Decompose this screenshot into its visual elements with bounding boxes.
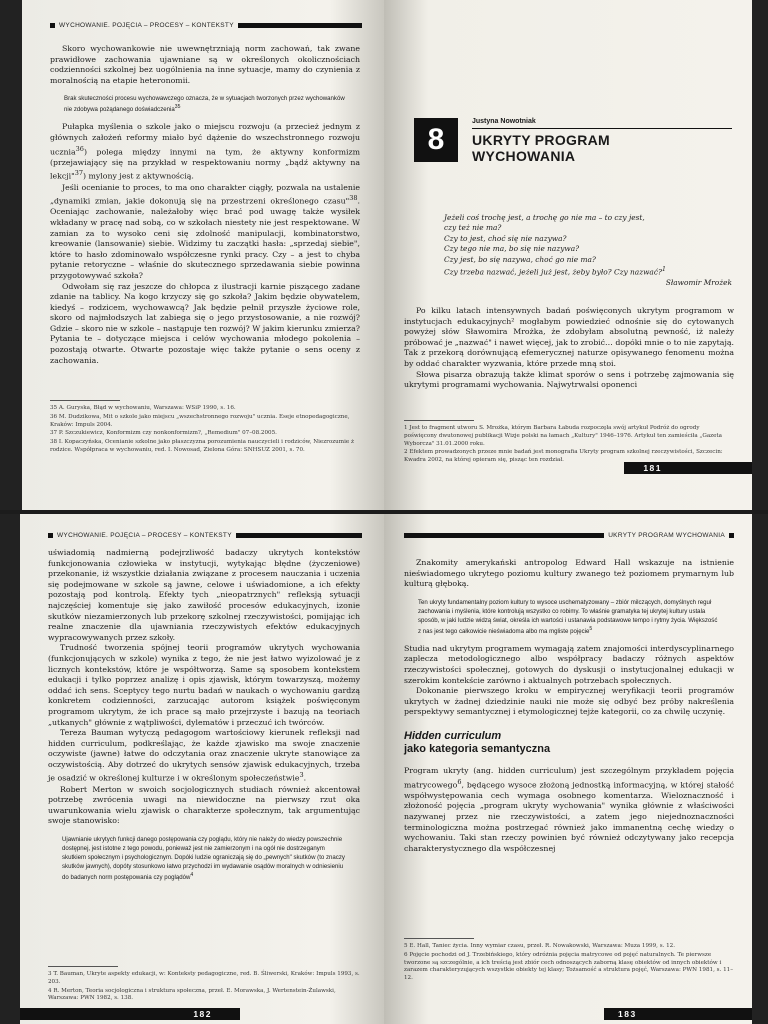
paragraph: Dokonanie pierwszego kroku w empirycznej weryfikacji teorii programów ukrytych w żadnej dziedzinie nauki nie może się odbyć bez próby nakreślenia perspektywy semantycznej i etymologicznej tejże kategorii, co za chwilę uczynię. xyxy=(404,686,734,717)
body-text xyxy=(50,44,360,366)
running-head-text: WYCHOWANIE. POJĘCIA – PROCESY – KONTEKSTY xyxy=(59,22,234,29)
running-head-text: UKRYTY PROGRAM WYCHOWANIA xyxy=(608,532,725,539)
footnote: 6 Pojęcie pochodzi od J. Trzebińskiego, który odróżnia pojęcia matrycowe od pojęć naturalnych. Te pierwsze tworzone są szczególnie, a ich treścią jest zbiór cech odnoszących zaborną klasę obiektów od innych obiektów i zarazem charakteryzujących wszystkie obiekty tej klasy; Tożsamość a struktura pojęć, Warszawa: PWN 1981, s. 11–12. xyxy=(404,951,733,982)
footnote-rule xyxy=(50,400,120,401)
chapter-number: 8 xyxy=(414,118,458,162)
footnote: 38 I. Kopaczyńska, Ocenianie szkolne jako płaszczyzna porozumienia nauczycieli i rodziców, Niezrozumie ż rodzice. Współpraca w wychowaniu, red. I. Nowosad, Zielona Góra: SNHSUZ 2001, s. 70. xyxy=(50,439,354,453)
author-rule xyxy=(472,128,732,129)
motto-line: Czy tego nie ma, bo się nie nazywa? xyxy=(444,244,580,254)
section-heading: Hidden curriculum jako kategoria semantyczna xyxy=(404,729,551,755)
paragraph: Jeśli ocenianie to proces, to ma ono charakter ciągły, pozwala na ustalenie „dynamiki zmian, jakie dokonują się na przestrzeni określonego czasu"$^{38}$. Oceniając zachowanie, należałoby więc brać pod uwagę także wysiłek wkładany w pracę nad sobą, co w szkołach niestety nie jest respektowane. W zamian za to wysoko ceni się zdolność manipulacji, kombinatorstwo, kreowanie (lansowanie) siebie. Widzimy tu zaczątki hasła: „sprzedaj siebie", które to hasło zdominowało współczesne rynki pracy. Czy – a jest to chyba pytanie retoryczne – właśnie do skutecznego sprzedawania siebie powinna przygotowywać szkoła? xyxy=(50,182,360,280)
paragraph: Po kilku latach intensywnych badań poświęconych ukrytym programom w instytucjach edukacyjnych² mogłabym powiedzieć odnośnie się do cytowanych powyżej słów Sławomira Mrożka, że zdobyłam absolutną pewność, iż należy próbować je „nazwać" i nawet więcej, jak to zrobić… dopóki mnie o to nie zapytają. Tak z przekorą dorównującą efemerycznej naturze opisywanego fenomenu można by oddać charakter wyzwania, które przede mną stoi. xyxy=(404,306,734,368)
footnote-rule xyxy=(48,966,118,967)
motto-line: Czy trzeba nazwać, jeżeli już jest, żeby było? Czy nazwać?$^1$ xyxy=(444,266,666,277)
motto-signature: Sławomir Mrożek xyxy=(665,277,732,287)
running-head xyxy=(48,532,362,539)
body-text xyxy=(404,558,734,854)
paragraph: uświadomią nadmierną podejrzliwość badaczy ukrytych kontekstów funkcjonowania człowieka w instytucji, wytykając błędne (życzeniowe) przekonanie, iż wszystkie działania związane z procesem nauczania i uczenia się podejmowane w szkole są jawne, celowe i uświadomione, a ich efekty pozostają pod kontrolą. Efekty tych „nieopatrznych" refleksją sytuacji najczęściej komentuje się jako zawiłość procesów edukacyjnych, izonie skutków niezamierzonych lub przekorę szkolnej rzeczywistości, pomijając ich realne znaczenie dla ujawniania rzeczywistych efektów edukacyjnych wypracowywanych przez szkoły. xyxy=(48,548,360,642)
paragraph: Robert Merton w swoich socjologicznych studiach również akcentował potrzebę zwrócenia uwagi na niewidoczne na pierwszy rzut oka uwarunkowania wielu zjawisk o charakterze społecznym, tak argumentując swoje stanowisko: xyxy=(48,784,360,826)
running-head-text: WYCHOWANIE. POJĘCIA – PROCESY – KONTEKSTY xyxy=(57,532,232,539)
page-number: 181 xyxy=(624,462,752,474)
paragraph: Skoro wychowankowie nie uwewnętrzniają norm zachowań, tak zwane prawidłowe zachowania ujawniane są w określonych okolicznościach codzienności szkolnej bez uogólnienia na inne sytuacje, mamy do czynienia z moralnością na etapie heteronomii. xyxy=(50,44,360,85)
footnote: 36 M. Dudzikowa, Mit o szkole jako miejscu „wszechstronnego rozwoju" ucznia. Eseje etnopedagogiczne, Kraków: Impuls 2004. xyxy=(50,413,350,428)
running-head-square-icon xyxy=(50,23,55,28)
footnotes xyxy=(404,938,734,984)
motto-line: Czy jest, bo się nazywa, choć go nie ma? xyxy=(444,254,596,264)
running-head xyxy=(50,22,362,29)
paragraph: Trudność tworzenia spójnej teorii programów ukrytych wychowania (funkcjonujących w szkole) wynika z tego, że nie jest łatwo wyizolować je z licznych kontekstów, które je współtworzą. Same są sposobem kontekstem edukacji i tylko poprzez analizę i opis zjawisk, którym towarzyszą, możemy oddać ich sens. Sceptycy tego nurtu badań w naukach o wychowaniu gardzą konkretem codzienności, zarzucając autorom książek poświęconym programom ukrytym, że ich prace są mało przejrzyste i bazują na teoriach „utkanych" głównie z wątpliwości, dylematów i przeczuć ich twórców. xyxy=(48,643,360,727)
chapter-author: Justyna Nowotniak xyxy=(472,118,536,125)
footnote: 1 Jest to fragment utworu S. Mrożka, którym Barbara Łabuda rozpoczęła swój artykuł Podróż do ogrody poświęcony dwutonowej publikacji Wizje polski na łamach „Kultury" 1946–1976. Artykuł ten zamieściła „Gazeta Wyborcza" 31.01.2000 roku. xyxy=(404,425,723,447)
motto xyxy=(444,213,732,288)
footnote: 4 R. Merton, Teoria socjologiczna i struktura społeczna, przeł. E. Morawska, J. Wertenstein-Żulawski, Warszawa: PWN 1982, s. 138. xyxy=(48,987,336,1002)
paragraph: Pułapka myślenia o szkole jako o miejscu rozwoju (a przecież jednym z głównych założeń reformy miało być dążenie do wszechstronnego rozwoju ucznia$^{36}$) polega między innymi na tym, że aktywny konformizm (przejawiający się na przykład w respektowaniu normy „bądź aktywny na lekcji"$^{37}$) mylony jest z aktywnością. xyxy=(50,122,360,181)
running-head-square-icon xyxy=(729,533,734,538)
motto-line: Czy to jest, choć się nie nazywa? xyxy=(444,233,567,243)
footnote: 3 T. Bauman, Ukryte aspekty edukacji, w: Konteksty pedagogiczne, red. B. Śliwerski, Kraków: Impuls 1993, s. 203. xyxy=(48,971,360,985)
running-head-bar xyxy=(236,533,362,538)
quote: Ujawnianie ukrytych funkcji danego postępowania czy poglądu, który nie należy do wiedzy powszechnie dostępnej, jest istotne z tego powodu, ponieważ jest nie zamierzonym i na ogół nie dostrzeganym skutkiem społecznym i psychologicznym. Dopóki ludzie ograniczają się do „pewnych" skutków (to znaczy skutków jawnych), dopóty stosunkowo łatwo przychodzi im wydawanie osądów moralnych w odniesieniu do badanych norm postępowania czy poglądów$^4$ xyxy=(62,836,345,882)
chapter-title: UKRYTY PROGRAM WYCHOWANIA xyxy=(472,132,610,164)
page-right-top xyxy=(384,0,768,510)
motto-line: Jeżeli coś trochę jest, a trochę go nie ma – to czy jest, xyxy=(444,213,645,222)
footnote-rule xyxy=(404,938,474,939)
body-text xyxy=(404,306,734,391)
page-left-top xyxy=(0,0,384,510)
running-head-bar xyxy=(238,23,362,28)
paragraph: Program ukryty (ang. hidden curriculum) jest szczególnym przykładem pojęcia matrycowego$^6$, będącego wysoce złożoną jednostką informacyjną, w której stałość współwystępowania cech wymaga osobnego komentarza. Wieloznaczność i złożoność pojęcia „program ukryty wychowania" wynika głównie z właściwości nazywanej przez nie rzeczywistości, a zatem jego niejednoznaczności terminologiczna można postrzegać również jako immanentną cechę wiedzy o wychowaniu. Taki stan rzeczy powinien być również odczytywany jako recepcja charakterystycznego dla współczesnej xyxy=(404,765,734,853)
page-number: 182 xyxy=(20,1008,240,1020)
footnote-rule xyxy=(404,420,474,421)
footnote: 2 Efektem prowadzonych przeze mnie badań jest monografia Ukryty program szkolnej rzeczywistości, Szczecin: Kwadra 2002, na której opieram się, pisząc ten rozdział. xyxy=(404,449,723,464)
page-number: 183 xyxy=(604,1008,752,1020)
footnotes xyxy=(50,400,360,456)
footnote: 35 A. Guryska, Błąd w wychowaniu, Warszawa: WSiP 1990, s. 16. xyxy=(50,405,236,411)
page-left-bottom xyxy=(0,514,384,1024)
motto-line: czy też nie ma? xyxy=(444,223,502,233)
running-head-bar xyxy=(404,533,604,538)
bottom-spread xyxy=(0,514,768,1024)
paragraph: Odwołam się raz jeszcze do chłopca z ilustracji karnie piszącego zadane zdanie na tablicy. Na kogo krzyczy się go szkoła? Jakim będzie obywatelem, kiedyś – rodzicem, wychowawcą? Jak będzie pełnił przyszłe życiowe role, skoro od najmłodszych lat zabiega się o jego przystosowanie, a nie rozwój? Gdzie – skoro nie w szkole – nastąpuje ten rozwój? W jakim kierunku zmierza? Pytania te – dotyczące miejsca i celów wychowania młodego pokolenia – pozostają otwarte. Otwarte pozostaje więc także pytanie o sens oceny z zachowania. xyxy=(50,281,360,365)
body-text xyxy=(48,548,360,890)
footnotes xyxy=(404,420,734,466)
footnote: 37 P. Szczukiewicz, Konformizm czy nonkonformizm?, „Remedium" 07–08.2005. xyxy=(50,430,277,437)
footnote: 5 E. Hall, Taniec życia. Inny wymiar czasu, przeł. R. Nowakowski, Warszawa: Muza 1999, s. 12. xyxy=(404,943,676,949)
paragraph: Studia nad ukrytym programem wymagają zatem znajomości interdyscyplinarnego zaplecza metodologicznego albo współpracy badaczy różnych aspektów rzeczywistości społecznej, gotowych do dyskusji o instytucjonalnej edukacji w szerokim kontekście zarówno i aktualnych potrzebach społecznych. xyxy=(404,643,734,685)
paragraph: Znakomity amerykański antropolog Edward Hall wskazuje na istnienie nieświadomego ukrytego poziomu kultury zwanego też poziomem prymarnym lub kulturą głęboką. xyxy=(404,558,734,589)
top-spread xyxy=(0,0,768,510)
page-right-bottom xyxy=(384,514,768,1024)
running-head-square-icon xyxy=(48,533,53,538)
quote: Brak skuteczności procesu wychowawczego oznacza, że w sytuacjach tworzonych przez wychowanków nie zdobywa pożądanego doświadczenia$^{35}$ xyxy=(64,95,345,114)
running-head xyxy=(404,532,734,539)
paragraph: Tereza Bauman wytyczą pedagogom wartościowy kierunek refleksji nad hidden curriculum, podkreślając, że każde zjawisko ma swoje znaczenie oczywiste (jawne) łatwe do odczytania oraz znaczenie ukryte stanowiące za oczywistością. Aby dotrzeć do ukrytych sensów zjawisk edukacyjnych, trzeba je osadzić w określonej kulturze i w określonym społeczeństwie$^3$. xyxy=(48,728,360,784)
paragraph: Słowa pisarza obrazują także klimat sporów o sens i potrzebę zajmowania się ukrytymi programami wychowania. Najwytrwalsi oponenci xyxy=(404,369,734,390)
quote: Ten ukryty fundamentalny poziom kultury to wysoce uschematyzowany – zbiór milczących, domyślnych reguł zachowania i myślenia, które kontrolują wszystko co robimy. To właśnie gramatyka tej ukrytej kultury ustala sposób, w jaki ludzie widzą świat, określa ich wartości i ustanawia podstawowe tempo i rytmy życia. Większość z nas jest tego całkowicie nieświadoma albo ma mgliste pojęcie$^5$ xyxy=(418,598,718,635)
footnotes xyxy=(48,966,360,1004)
